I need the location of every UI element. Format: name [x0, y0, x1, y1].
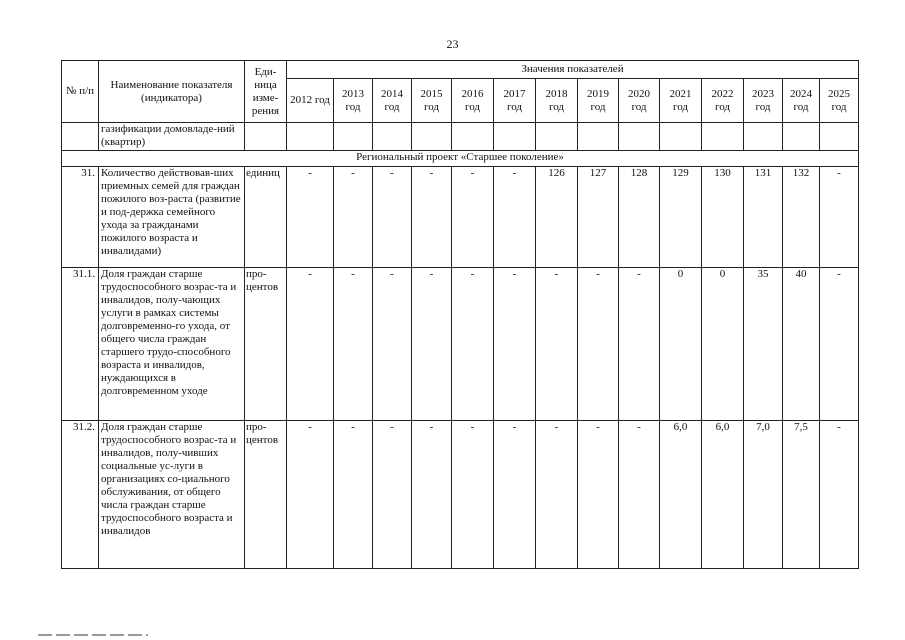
value-cell: 132 [783, 167, 820, 268]
value-cell: - [820, 268, 859, 421]
row-unit: про-центов [245, 268, 287, 421]
value-cell: - [578, 268, 619, 421]
value-cell: 6,0 [660, 421, 702, 569]
value-cell: - [412, 421, 452, 569]
value-cell: - [452, 167, 494, 268]
value-cell: - [494, 421, 536, 569]
row-num [62, 123, 99, 151]
value-cell: - [412, 167, 452, 268]
header-values-group: Значения показателей [287, 61, 859, 79]
value-cell: - [619, 268, 660, 421]
value-cell: 7,0 [744, 421, 783, 569]
table-row [62, 421, 859, 569]
value-cell: - [287, 167, 334, 268]
value-cell: - [578, 421, 619, 569]
value-cell: 0 [660, 268, 702, 421]
row-unit: единиц [245, 167, 287, 268]
value-cell: - [536, 268, 578, 421]
row-num: 31.1. [62, 268, 99, 421]
header-year: 2021 год [660, 79, 702, 123]
value-cell: - [373, 268, 412, 421]
value-cell: - [412, 268, 452, 421]
header-year: 2024 год [783, 79, 820, 123]
row-name: Доля граждан старше трудоспособного возрас-та и инвалидов, полу-чающих услуги в рамках системы долговременно-го ухода, от общего числа граждан старшего трудо-способного возраста и инвалидов, нуждающихся в долговременном уходе [99, 268, 245, 421]
header-year: 2014 год [373, 79, 412, 123]
row-unit: про-центов [245, 421, 287, 569]
value-cell: - [452, 421, 494, 569]
header-year: 2016 год [452, 79, 494, 123]
scan-artifact-line [38, 634, 148, 636]
value-cell: - [452, 268, 494, 421]
header-year: 2022 год [702, 79, 744, 123]
header-year: 2025 год [820, 79, 859, 123]
header-year: 2018 год [536, 79, 578, 123]
value-cell: - [820, 167, 859, 268]
table-row-continuation [62, 123, 859, 151]
row-name: Доля граждан старше трудоспособного возрас-та и инвалидов, полу-чивших социальные ус-луги в организациях со-циального обслуживания, от общего числа граждан старше трудоспособного возраста и инвалидов [99, 421, 245, 569]
header-year: 2020 год [619, 79, 660, 123]
row-name: Количество действовав-ших приемных семей для граждан пожилого воз-раста (развитие и под-держка семейного ухода за гражданами пожилого возраста и инвалидами) [99, 167, 245, 268]
row-name: газификации домовладе-ний (квартир) [99, 123, 245, 151]
header-year: 2019 год [578, 79, 619, 123]
row-num: 31.2. [62, 421, 99, 569]
section-title: Региональный проект «Старшее поколение» [62, 151, 859, 167]
value-cell: - [820, 421, 859, 569]
value-cell: 129 [660, 167, 702, 268]
header-num: № п/п [62, 61, 99, 123]
value-cell: 126 [536, 167, 578, 268]
value-cell: 128 [619, 167, 660, 268]
value-cell: - [536, 421, 578, 569]
value-cell: - [334, 268, 373, 421]
value-cell: - [373, 421, 412, 569]
header-year: 2023 год [744, 79, 783, 123]
row-num: 31. [62, 167, 99, 268]
page-number: 23 [446, 37, 459, 51]
value-cell: 40 [783, 268, 820, 421]
header-year: 2017 год [494, 79, 536, 123]
value-cell: - [373, 167, 412, 268]
header-year: 2012 год [287, 79, 334, 123]
value-cell: - [619, 421, 660, 569]
value-cell: - [334, 421, 373, 569]
header-name: Наименование показателя (индикатора) [99, 61, 245, 123]
table-row [62, 268, 859, 421]
value-cell: - [494, 167, 536, 268]
value-cell: - [494, 268, 536, 421]
value-cell: 35 [744, 268, 783, 421]
value-cell: 130 [702, 167, 744, 268]
table-row [62, 167, 859, 268]
value-cell: 131 [744, 167, 783, 268]
value-cell: 6,0 [702, 421, 744, 569]
section-row [62, 151, 859, 167]
value-cell: 0 [702, 268, 744, 421]
row-unit [245, 123, 287, 151]
value-cell: - [334, 167, 373, 268]
header-row-top [62, 61, 859, 79]
header-unit: Еди-ница изме-рения [245, 61, 287, 123]
header-year: 2015 год [412, 79, 452, 123]
value-cell: 127 [578, 167, 619, 268]
indicators-table [61, 60, 859, 569]
value-cell: 7,5 [783, 421, 820, 569]
header-year: 2013 год [334, 79, 373, 123]
value-cell: - [287, 421, 334, 569]
value-cell: - [287, 268, 334, 421]
